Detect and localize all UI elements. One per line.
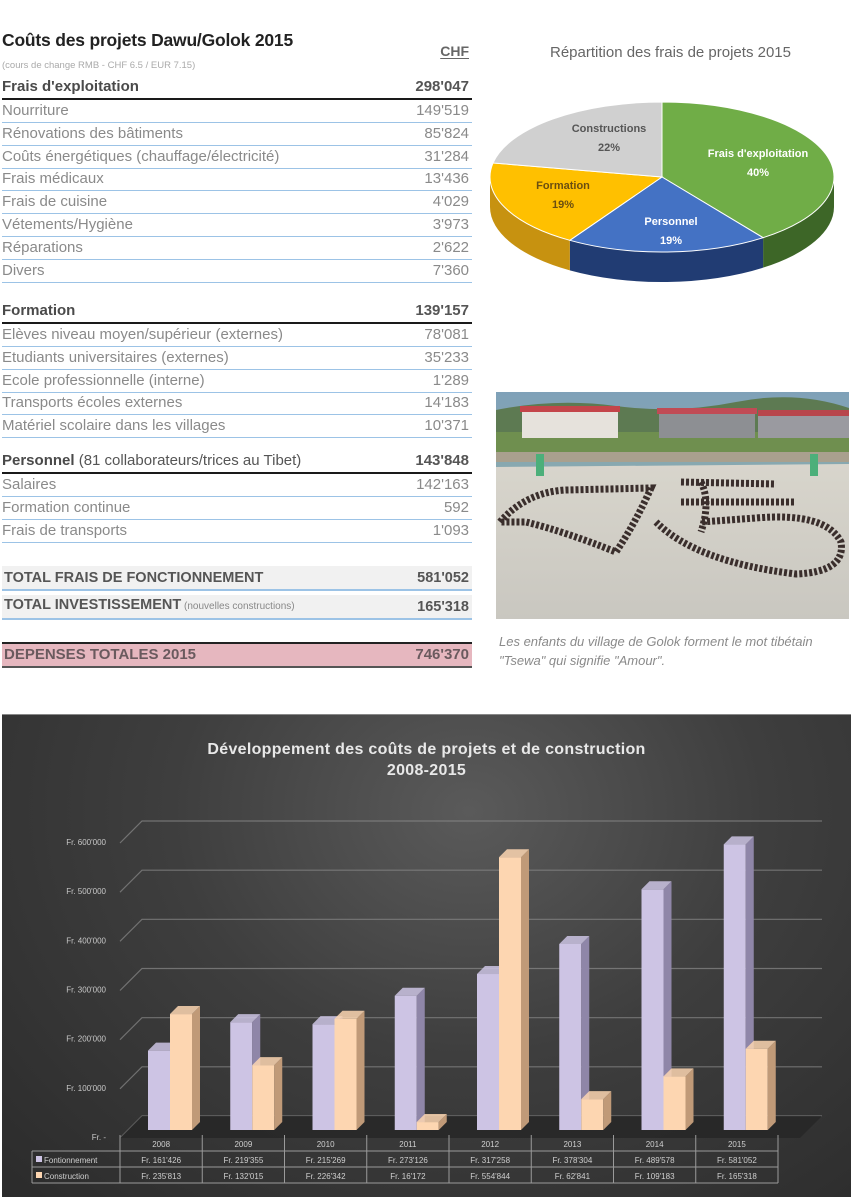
line-item [2,147,472,169]
line-item-label-text: Transports écoles externes [2,394,183,412]
line-item-label [2,521,127,542]
line-item-value: 35'233 [424,348,469,366]
grand-total-row-label-text: DEPENSES TOTALES 2015 [4,646,197,663]
data-table-cell: Fr. 165'318 [716,1172,757,1181]
x-category-label: 2011 [399,1140,417,1149]
line-item [2,393,472,415]
total-row-label-text: TOTAL INVESTISSEMENT [4,597,182,613]
bar-side [686,1068,694,1130]
line-item-label [2,475,56,496]
document-title: Coûts des projets Dawu/Golok 2015 [2,30,293,50]
chart-floor [120,1116,822,1138]
bar-construction [170,1006,200,1130]
section-header-label-text: Formation [2,302,76,319]
line-item-label [2,238,83,259]
line-item-label-text: Matériel scolaire dans les villages [2,417,226,435]
total-row-note: (nouvelles constructions) [181,601,295,612]
exchange-rate-note: (cours de change RMB - CHF 6.5 / EUR 7.15) [2,60,196,71]
line-item [2,416,472,438]
section-header [2,78,472,100]
line-item-value: 3'973 [432,216,469,233]
y-tick-label: Fr. 500'000 [66,887,106,897]
pie-slice-percent: 19% [659,235,683,247]
data-table-cell: Fr. 161'426 [141,1156,182,1165]
y-tick-label: Fr. 400'000 [66,936,106,946]
pie-slice-label: Formation [536,180,590,192]
line-item-label-text: Nourriture [2,102,69,119]
line-item-label-text: Frais de cuisine [2,193,108,211]
total-row-value: 581'052 [417,570,469,586]
data-table-cell: Fr. 219'355 [223,1156,264,1165]
pie-chart [490,30,851,290]
legend-swatch [36,1156,42,1162]
data-table-cell: Fr. 489'578 [634,1156,675,1165]
line-item [2,192,472,214]
line-item-label-text: Frais médicaux [2,170,104,188]
y-tick-label: Fr. - [91,1133,106,1142]
bar-front [417,1122,439,1130]
line-item-label [2,416,225,437]
bar-chart-title-main: Développement des coûts de projets et de construction [207,741,646,758]
line-item [2,475,472,497]
section-header-label [2,301,75,322]
bar-chart-subtitle: 2008-2015 [386,762,467,779]
pie-slice-percent: 19% [551,199,575,211]
pie-slice-label: Personnel [644,216,698,228]
bar-front [499,857,521,1130]
line-item-label-text: Vétements/Hygiène [2,216,133,233]
y-tick-label: Fr. 600'000 [66,838,106,847]
x-category-label: 2009 [234,1140,253,1149]
bar-construction [335,1011,365,1130]
x-category-label: 2013 [563,1140,582,1149]
section-header-value: 298'047 [415,78,469,95]
village-photo [496,392,849,619]
bar-fontionnement [395,988,425,1130]
data-table-cell: Fr. 317'258 [470,1156,511,1165]
section-header-label [2,77,139,98]
photo-caption: Les enfants du village de Golok forment le mot tibétain "Tsewa" qui signifie "Amour". [499,634,813,668]
bar-front [581,1099,603,1130]
total-row [2,566,472,591]
line-item-label-text: Etudiants universitaires (externes) [2,348,229,366]
grand-total-row-label [2,645,196,666]
line-item-label [2,325,283,346]
y-gridline [120,969,822,991]
line-item-label [2,371,205,392]
bar-front [252,1065,274,1130]
bar-side [357,1011,365,1130]
data-table-cell: Fr. 109'183 [634,1172,675,1181]
line-item-label [2,498,130,519]
line-item-value: 4'029 [432,193,469,211]
line-item-label [2,261,45,282]
y-tick-label: Fr. 300'000 [66,985,106,995]
line-item-label [2,348,229,369]
line-item-value: 78'081 [424,326,469,343]
bar-front [559,944,581,1130]
line-item-value: 85'824 [424,124,469,142]
line-item-label [2,393,182,414]
bar-side [274,1057,282,1130]
line-item-label [2,215,133,236]
line-item-value: 13'436 [424,170,469,188]
line-item [2,371,472,393]
line-item-value: 14'183 [424,394,469,412]
line-item [2,169,472,191]
grand-total-row-value: 746'370 [415,646,469,663]
line-item [2,238,472,260]
y-gridline [120,919,822,941]
bar-front [746,1049,768,1130]
x-category-label: 2015 [727,1140,746,1149]
section-header-value: 143'848 [415,452,469,469]
line-item-label-text: Frais de transports [2,521,128,539]
bar-side [192,1006,200,1130]
line-item-value: 31'284 [424,147,469,165]
line-item-label-text: Coûts énergétiques (chauffage/électricité) [2,147,280,165]
y-gridline [120,1067,822,1089]
pie-chart-canvas [490,30,851,290]
line-item-label [2,147,279,168]
y-tick-label: Fr. 200'000 [66,1034,106,1044]
data-table-cell: Fr. 226'342 [305,1172,346,1181]
data-table-cell: Fr. 215'269 [305,1156,346,1165]
bar-front [313,1024,335,1130]
y-gridline [120,870,822,892]
bar-side [521,849,529,1130]
line-item-value: 1'289 [432,371,469,389]
legend-label: Fontionnement [44,1156,98,1165]
section-header [2,452,472,474]
bar-construction [581,1091,611,1130]
line-item-label-text: Ecole professionnelle (interne) [2,371,205,389]
bar-chart [2,714,851,1197]
bar-front [642,889,664,1130]
data-table-cell: Fr. 62'841 [554,1172,591,1181]
data-table-cell: Fr. 581'052 [716,1156,757,1165]
line-item-value: 1'093 [432,521,469,539]
total-row [2,595,472,620]
line-item [2,124,472,146]
line-item-label-text: Salaires [2,476,57,493]
bar-front [335,1019,357,1130]
line-item-label-text: Rénovations des bâtiments [2,124,183,142]
line-item-label [2,169,104,190]
legend-swatch [36,1172,42,1178]
data-table-cell: Fr. 378'304 [552,1156,593,1165]
x-category-label: 2008 [152,1140,171,1149]
section-header-value: 139'157 [415,302,469,319]
data-table-cell: Fr. 16'172 [390,1172,426,1181]
line-item [2,498,472,520]
bar-construction [499,849,529,1130]
section-header-label-text: Personnel [2,452,75,469]
line-item [2,215,472,237]
x-category-label: 2014 [645,1140,664,1149]
total-row-label [2,568,263,589]
line-item-label-text: Formation continue [2,498,131,516]
bar-front [664,1076,686,1130]
line-item-value: 7'360 [432,261,469,279]
data-table-cell: Fr. 132'015 [223,1172,264,1181]
bar-construction [746,1041,776,1130]
line-item-label [2,124,183,145]
bar-front [477,974,499,1130]
line-item-value: 142'163 [416,476,469,493]
legend-label: Construction [44,1172,89,1181]
total-row-label-text: TOTAL FRAIS DE FONCTIONNEMENT [4,570,264,586]
bar-front [395,996,417,1130]
line-item-label [2,192,107,213]
photo-illustration [496,392,849,619]
bar-construction [252,1057,282,1130]
y-gridline [120,1018,822,1040]
section-header-label-text: Frais d'exploitation [2,78,139,95]
line-item-label-text: Elèves niveau moyen/supérieur (externes) [2,326,283,343]
total-row-value: 165'318 [417,599,469,615]
pie-slice-label: Constructions [571,123,647,135]
section-header-note: (81 collaborateurs/trices au Tibet) [74,452,302,469]
y-gridline [120,821,822,843]
line-item-label [2,101,69,122]
pie-chart-title: Répartition des frais de projets 2015 [550,44,791,61]
line-item [2,325,472,347]
grand-total-row [2,642,472,668]
currency-header: CHF [440,43,469,59]
bar-side [417,988,425,1130]
bar-front [148,1051,170,1130]
x-category-label: 2010 [316,1140,335,1149]
bar-chart-title [2,739,851,781]
line-item [2,101,472,123]
bar-construction [664,1068,694,1130]
line-item [2,521,472,543]
chart-data-table [32,1135,778,1183]
bar-side [768,1041,776,1130]
line-item-value: 149'519 [416,102,469,119]
bar-front [724,844,746,1130]
y-tick-label: Fr. 100'000 [66,1083,106,1093]
line-item-label-text: Réparations [2,238,83,256]
section-header [2,302,472,324]
bar-chart-canvas [2,715,851,1197]
bar-front [170,1014,192,1130]
line-item-value: 2'622 [432,238,469,256]
bar-front [230,1022,252,1130]
x-category-label: 2012 [481,1140,500,1149]
pie-slice-percent: 40% [746,167,770,179]
line-item [2,261,472,283]
line-item-value: 592 [443,498,469,516]
pie-slice-label: Frais d'exploitation [707,148,809,160]
line-item-label-text: Divers [2,261,45,279]
data-table-cell: Fr. 554'844 [470,1172,511,1181]
line-item-value: 10'371 [424,417,469,435]
pie-slice-percent: 22% [597,142,621,154]
line-item [2,348,472,370]
total-row-label [2,595,295,618]
data-table-cell: Fr. 235'813 [141,1172,182,1181]
section-header-label [2,451,301,472]
data-table-cell: Fr. 273'126 [387,1156,428,1165]
